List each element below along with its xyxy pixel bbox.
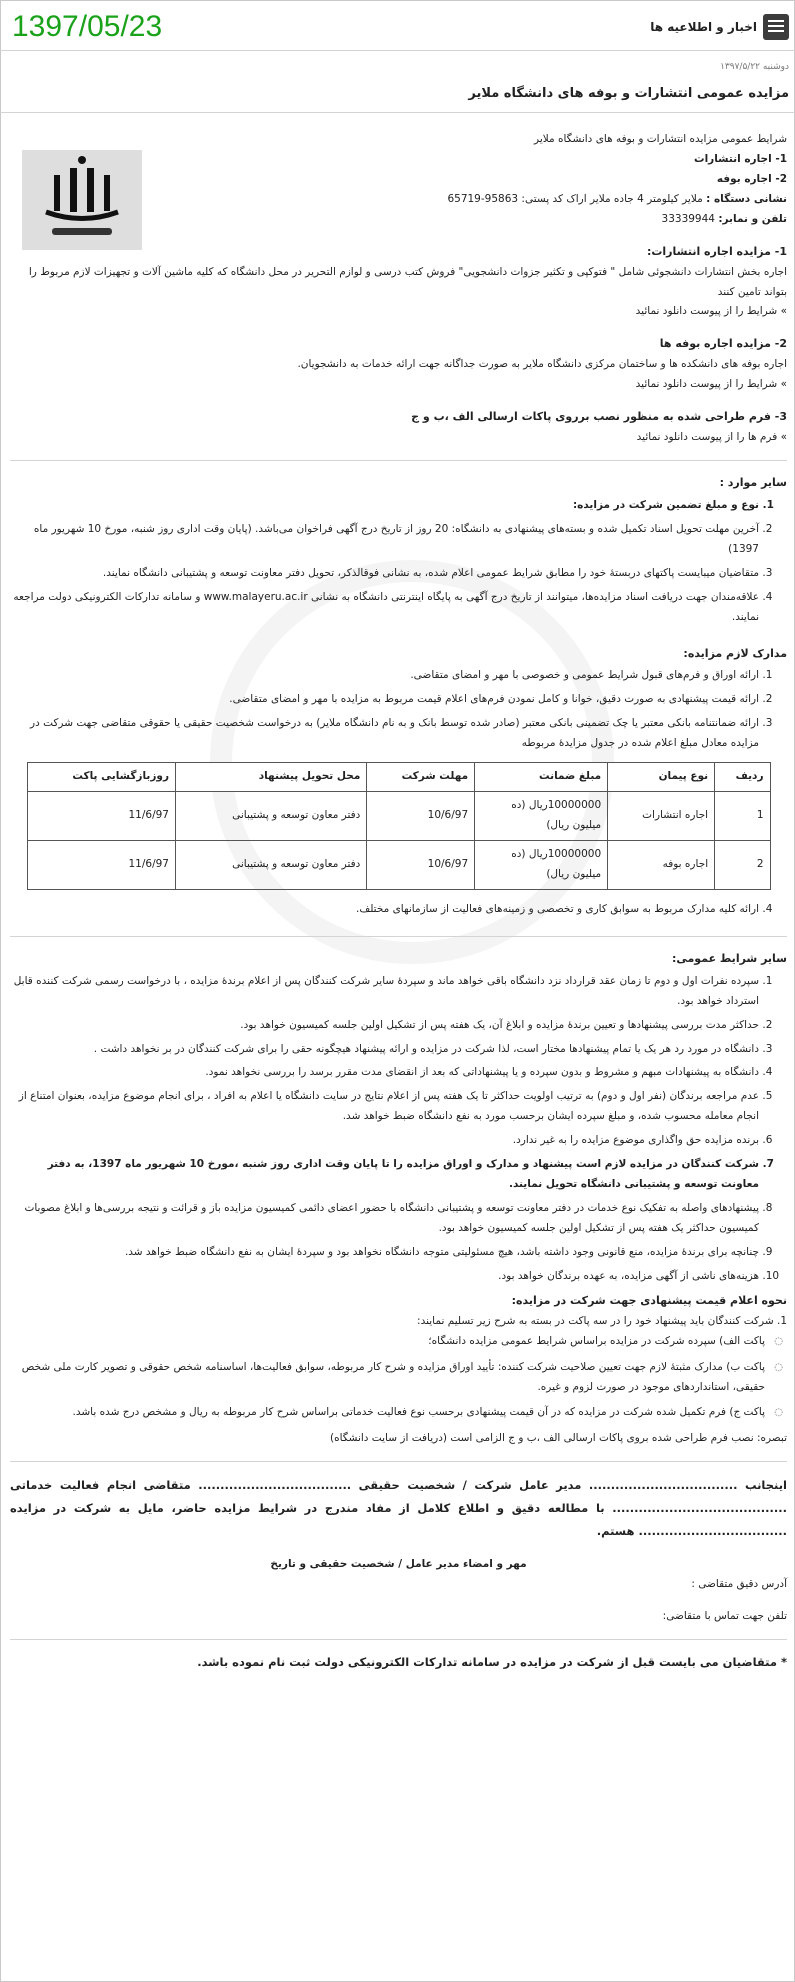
item-buffet: 2- اجاره بوفه [716, 172, 787, 185]
cell: 10/6/97 [367, 792, 475, 841]
final-note: * متقاضیان می بایست قبل از شرکت در مزایده در سامانه تدارکات الکترونیکی دولت ثبت نام نموده باشد. [197, 1655, 787, 1670]
page-title: مزایده عمومی انتشارات و بوفه های دانشگاه ملایر [468, 86, 789, 101]
cell: 10000000ریال (ده میلیون ریال) [475, 792, 608, 841]
conditions-line: شرایط عمومی مزایده انتشارات و بوفه های دانشگاه ملایر [534, 133, 787, 145]
post-date: دوشنبه ۱۳۹۷/۵/۲۲ [720, 62, 789, 72]
howto-heading: نحوه اعلام قیمت پیشنهادی جهت شرکت در مزایده: [511, 1293, 787, 1307]
bid-table [27, 762, 771, 890]
list-item: 4. ارائه کلیه مدارک مربوط به سوابق کاری و تخصصی و زمینه‌های فعالیت از سازمانهای مختلف. [10, 900, 759, 920]
list-item: 6. برنده مزایده حق واگذاری موضوع مزایده را به غیر ندارد. [10, 1131, 759, 1151]
list-item: 2. حداکثر مدت بررسی پیشنهادها و تعیین برندهٔ مزایده و ابلاغ آن، یک هفته پس از تشکیل اولین جلسه کمیسیون خواهد بود. [10, 1016, 759, 1036]
divider [10, 936, 787, 937]
list-item: ◌ پاکت ب) مدارک مثبتهٔ لازم جهت تعیین صلاحیت شرکت کننده: تأیید اوراق مزایده و شرح کار مربوطه، سوابق فعالیت‌ها، اساسنامه شخص حقوقی و تصویر کارت ملی شخص حقیقی، استانداردهای موجود در صورت لزوم و غیره. [10, 1358, 765, 1398]
envelope-list [10, 1332, 787, 1424]
cell: 10000000ریال (ده میلیون ریال) [475, 841, 608, 890]
list-item: 1. ارائه اوراق و فرم‌های قبول شرایط عمومی و خصوصی با مهر و امضای متقاضی. [10, 666, 759, 686]
cell: دفتر معاون توسعه و پشتیبانی [175, 841, 366, 890]
cell: اجاره بوفه [608, 841, 715, 890]
list-item: 3. متقاضیان میبایست پاکتهای دربستهٔ خود را مطابق شرایط عمومی اعلام شده، به نشانی فوقالذکر، تحویل دفتر معاونت توسعه و پشتیبانی دانشگاه نمایند. [10, 564, 759, 584]
list-item: 8. پیشنهادهای واصله به تفکیک نوع خدمات در دفتر معاونت توسعه و پشتیبانی دانشگاه با حضور اعضای دائمی کمیسیون مزایده باز و قرائت و نتیجه بررسی‌ها و ابلاغ مصوبات کمیسیون حداکثر یک هفته پس از تشکیل اولین جلسه کمیسیون خواهد بود. [10, 1199, 759, 1239]
table-row [27, 841, 770, 890]
col-opening: روزبازگشایی پاکت [27, 763, 175, 792]
cell: دفتر معاون توسعه و پشتیبانی [175, 792, 366, 841]
sign-line: مهر و امضاء مدیر عامل / شخصیت حقیقی و تاریخ [270, 1558, 527, 1571]
col-guarantee: مبلغ ضمانت [475, 763, 608, 792]
col-deadline: مهلت شرکت [367, 763, 475, 792]
general-list [10, 972, 787, 1287]
sec3-heading: 3- فرم طراحی شده به منظور نصب برروی پاکات ارسالی الف ،ب و ج [411, 410, 787, 424]
cell: 11/6/97 [27, 841, 175, 890]
list-item: 5. عدم مراجعه برندگان (نفر اول و دوم) به ترتیب اولویت حداکثر تا یک هفته پس از اعلام نتایج در سایت دانشگاه یا اعلام به افراد ، برای انجام موضوع مزایده، بعنوان امتناع از انجام معامله محسوب شده، و مبلغ سپرده ایشان برحسب مورد به نفع دانشگاه ضبط خواهد شد. [10, 1087, 759, 1127]
howto-item1: 1. شرکت کنندگان باید پیشنهاد خود را در سه پاکت در بسته به شرح زیر تسلیم نمایند: [417, 1314, 787, 1327]
general-heading: سایر شرایط عمومی: [671, 951, 787, 965]
sec2-body: اجاره بوفه های دانشکده ها و ساختمان مرکزی دانشگاه ملایر به صورت جداگانه جهت ارائه خدمات به دانشجویان. [297, 358, 787, 371]
sec3-download[interactable]: » فرم ها را از پیوست دانلود نمائید [636, 431, 787, 444]
howto-note: تبصره: نصب فرم طراحی شده بروی پاکات ارسالی الف ،ب و ج الزامی است (دریافت از سایت دانشگاه) [329, 1432, 787, 1445]
list-item: 2. ارائه قیمت پیشنهادی به صورت دقیق، خوانا و کامل نمودن فرم‌های اعلام قیمت مربوط به مزایده با مهر و امضای متقاضی. [10, 690, 759, 710]
address-value: ملایر کیلومتر 4 جاده ملایر اراک کد پستی: 95863-65719 [447, 192, 707, 205]
list-item: 1. نوع و مبلغ تضمین شرکت در مزایده: [10, 496, 759, 516]
date-stamp: 1397/05/23 [12, 10, 163, 43]
phone-value: 33339944 [661, 212, 719, 225]
list-item: ◌ پاکت ج) فرم تکمیل شده شرکت در مزایده که در آن قیمت پیشنهادی برحسب نوع فعالیت خدماتی براساس شرح کار مربوطه به ریال و مشخص درج شده باشد. [10, 1403, 765, 1423]
address-line [10, 190, 787, 210]
sec1-download[interactable]: » شرایط را از پیوست دانلود نمائید [635, 305, 787, 318]
address-label: نشانی دستگاه : [706, 192, 787, 205]
item-publications: 1- اجاره انتشارات [694, 152, 787, 165]
list-item: 10. هزینه‌های ناشی از آگهی مزایده، به عهده برندگان خواهد بود. [10, 1267, 759, 1287]
other-heading: سایر موارد : [719, 475, 787, 489]
sec1-body: اجاره بخش انتشارات دانشجوئی شامل " فتوکپی و تکثیر جزوات دانشجویی" فروش کتب درسی و لوازم التحریر در محل دانشگاه که کلیه ماشین آلات و تجهیزات لازم مربوط را بتواند تامین کنند [28, 265, 787, 298]
table-header-row [27, 763, 770, 792]
list-item: 1. سپرده نفرات اول و دوم تا زمان عقد قرارداد نزد دانشگاه باقی خواهد ماند و سپردهٔ سایر شرکت کنندگان پس از اعلام برندهٔ مزایده ، با درخواست رسمی شرکت کننده قابل استرداد خواهد بود. [10, 972, 759, 1012]
divider [10, 1461, 787, 1462]
list-item: 3. ارائه ضمانتنامه بانکی معتبر یا چک تضمینی بانکی معتبر (صادر شده توسط بانک و به نام دانشگاه ملایر) به درخواست شخصیت حقیقی یا حقوقی متقاضی جهت شرکت در مزایده معادل مبلغ اعلام شده در جدول مزایدهٔ مربوطه [10, 714, 759, 754]
cell: 2 [715, 841, 770, 890]
col-place: محل تحویل پیشنهاد [175, 763, 366, 792]
declaration-paragraph: اینجانب .................................. مدیر عامل شرکت / شخصیت حقیقی ................................... متقاضی انجام فعالیت خدماتی ........................................ با مطالعه دقیق و اطلاع کلامل از مفاد مندرج در شرایط مزایده حاضر، مایل به شرکت در مزایده .................................. هستم. [10, 1478, 787, 1539]
cell: 1 [715, 792, 770, 841]
list-item: 9. چنانچه برای برندهٔ مزایده، منع قانونی وجود داشته باشد، هیچ مسئولیتی متوجه دانشگاه نخواهد بود و سپردهٔ ایشان به نفع دانشگاه ضبط خواهد شد. [10, 1243, 759, 1263]
news-icon [763, 14, 789, 40]
section-title[interactable]: اخبار و اطلاعیه ها [650, 20, 757, 34]
applicant-phone: تلفن جهت تماس با متقاضی: [662, 1610, 787, 1623]
col-type: نوع پیمان [608, 763, 715, 792]
other-list [10, 496, 787, 628]
list-item: 7. شرکت کنندگان در مزایده لازم است پیشنهاد و مدارک و اوراق مزایده را تا پایان وقت اداری روز شنبه ،مورخ 10 شهریور ماه 1397، به دفتر معاونت توسعه و پشتیبانی دانشگاه تحویل نمایند. [10, 1155, 759, 1195]
sec1-heading: 1- مزایده اجاره انتشارات: [646, 244, 787, 258]
col-row: ردیف [715, 763, 770, 792]
docs-heading: مدارک لازم مزایده: [683, 646, 787, 660]
divider [10, 460, 787, 461]
list-item: 3. دانشگاه در مورد رد هر یک یا تمام پیشنهادها مختار است، لذا شرکت در مزایده و ارائه پیشنهاد هیچگونه حقی را برای شرکت کنندگان در بر نخواهد داشت . [10, 1040, 759, 1060]
sec2-download[interactable]: » شرایط را از پیوست دانلود نمائید [635, 378, 787, 391]
title-divider [0, 112, 795, 113]
list-item: ◌ پاکت الف) سپرده شرکت در مزایده براساس شرایط عمومی مزایده دانشگاه؛ [10, 1332, 765, 1352]
list-item: 4. دانشگاه به پیشنهادات مبهم و مشروط و بدون سپرده و یا پیشنهاداتی که بعد از انقضای مدت مقرر برسد را بررسی نخواهد نمود. [10, 1063, 759, 1083]
cell: اجاره انتشارات [608, 792, 715, 841]
docs-list [10, 666, 787, 754]
sec2-heading: 2- مزایده اجاره بوفه ها [659, 337, 787, 351]
cell: 11/6/97 [27, 792, 175, 841]
divider [10, 1639, 787, 1640]
list-item: 4. علاقه‌مندان جهت دریافت اسناد مزایده‌ها، میتوانند از تاریخ درج آگهی به پایگاه اینترنتی دانشگاه به نشانی www.malayeru.ac.ir و سامانه تدارکات الکترونیکی دولت مراجعه نمایند. [10, 588, 759, 628]
list-item: 2. آخرین مهلت تحویل اسناد تکمیل شده و بسته‌های پیشنهادی به دانشگاه: 20 روز از تاریخ درج آگهی فراخوان می‌باشد. (پایان وقت اداری روز شنبه، مورخ 10 شهریور ماه 1397) [10, 520, 759, 560]
cell: 10/6/97 [367, 841, 475, 890]
article-body [10, 130, 787, 1674]
header-divider [0, 50, 795, 51]
table-row [27, 792, 770, 841]
phone-line [10, 210, 787, 230]
phone-label: تلفن و نمابر: [718, 212, 787, 225]
applicant-address: آدرس دقیق متقاضی : [691, 1578, 787, 1591]
docs-list-cont [10, 900, 787, 920]
